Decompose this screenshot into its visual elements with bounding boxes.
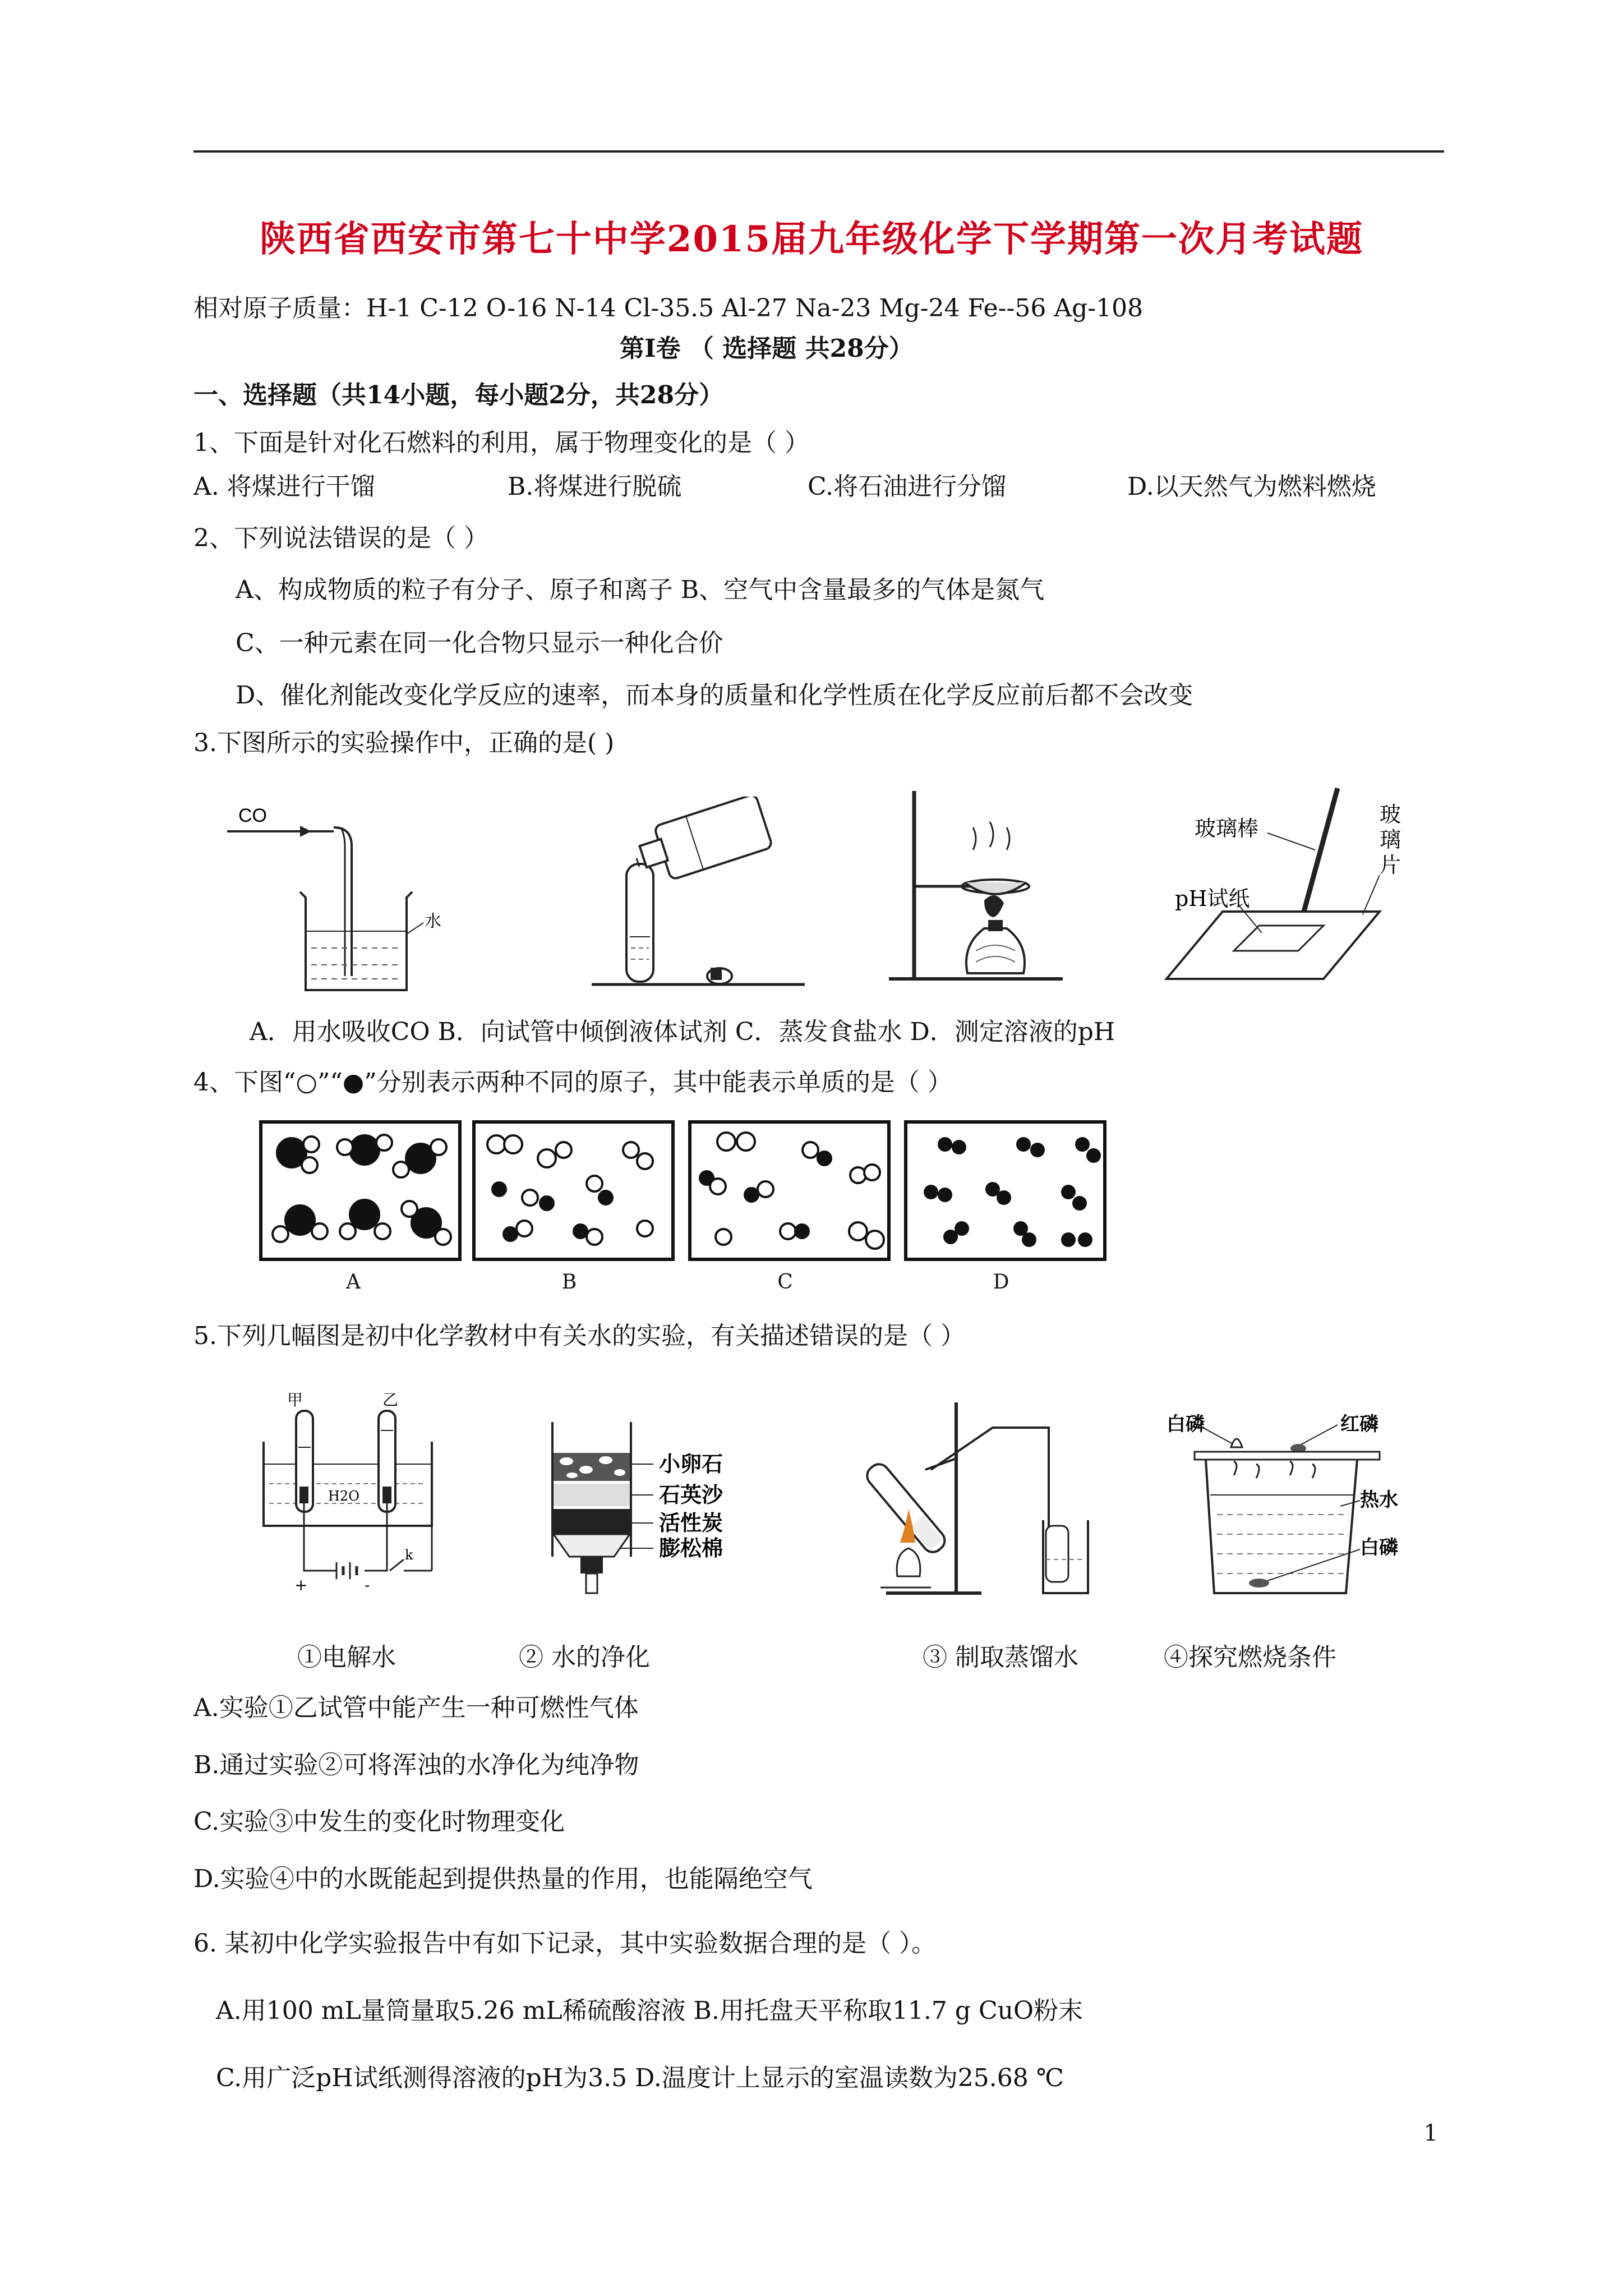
- pebble-label: 小卵石: [659, 1451, 723, 1476]
- cotton-label: 膨松棉: [659, 1535, 723, 1561]
- white-p-label: 白磷: [1166, 1413, 1205, 1435]
- q1-option-d: D.以天然气为燃料燃烧: [1127, 472, 1376, 501]
- k-label: k: [405, 1547, 413, 1563]
- hot-water-label: 热水: [1360, 1489, 1398, 1511]
- q1-option-b: B.将煤进行脱硫: [508, 472, 682, 501]
- q5-option-b: B.通过实验②可将浑浊的水净化为纯净物: [193, 1751, 639, 1779]
- section-heading: 一、选择题（共14小题，每小题2分，共28分）: [193, 381, 724, 409]
- q2-line-ab: A、构成物质的粒子有分子、原子和离子 B、空气中含量最多的气体是氮气: [236, 576, 1045, 604]
- q2-line-c: C、一种元素在同一化合物只显示一种化合价: [236, 629, 723, 657]
- figure-molecule-boxes: [258, 1119, 1122, 1262]
- figure-co-absorption: [222, 797, 457, 999]
- glass-label-3: 片: [1380, 853, 1401, 877]
- figure-evaporation: [883, 783, 1068, 999]
- volume-header: 第Ⅰ卷 （ 选择题 共28分）: [620, 334, 914, 363]
- page-title: 陕西省西安市第七十中学2015届九年级化学下学期第一次月考试题: [259, 218, 1364, 260]
- q5-stem: 5.下列几幅图是初中化学教材中有关水的实验，有关描述错误的是（ ）: [193, 1322, 965, 1350]
- q5-option-c: C.实验③中发生的变化时物理变化: [193, 1807, 565, 1836]
- option-c-label: C: [777, 1271, 793, 1294]
- h2o-label: H2O: [328, 1488, 359, 1504]
- minus-label: -: [365, 1576, 370, 1594]
- q2-stem: 2、下列说法错误的是（ ）: [193, 524, 488, 553]
- figure-distillation: [864, 1391, 1116, 1610]
- q3-captions: A．用水吸收CO B．向试管中倾倒液体试剂 C．蒸发食盐水 D．测定溶液的pH: [250, 1018, 1115, 1046]
- q1-option-a: A. 将煤进行干馏: [193, 472, 375, 501]
- q2-line-d: D、催化剂能改变化学反应的速率，而本身的质量和化学性质在化学反应前后都不会改变: [236, 681, 1193, 710]
- page-number: 1: [1423, 2120, 1438, 2146]
- co-label: CO: [238, 805, 267, 826]
- yi-label: 乙: [382, 1391, 399, 1409]
- q1-option-c: C.将石油进行分馏: [808, 472, 1007, 501]
- white-p-bottom-label: 白磷: [1360, 1536, 1398, 1559]
- q5-caption-1: ①电解水: [297, 1643, 396, 1672]
- figure-pour-liquid: [586, 797, 810, 999]
- q1-stem: 1、下面是针对化石燃料的利用，属于物理变化的是（ ）: [193, 429, 809, 457]
- q5-option-d: D.实验④中的水既能起到提供热量的作用，也能隔绝空气: [193, 1865, 813, 1893]
- jia-label: 甲: [287, 1391, 303, 1409]
- q6-line-cd: C.用广泛pH试纸测得溶液的pH为3.5 D.温度计上显示的室温读数为25.68 ℃: [216, 2064, 1064, 2092]
- option-b-label: B: [561, 1271, 577, 1294]
- q5-option-a: A.实验①乙试管中能产生一种可燃性气体: [193, 1694, 639, 1722]
- glass-label-1: 玻: [1380, 802, 1401, 827]
- figure-ph-test: [1155, 783, 1413, 1001]
- plus-label: +: [294, 1576, 308, 1594]
- option-d-label: D: [993, 1271, 1009, 1294]
- figure-water-purifier: [547, 1422, 782, 1607]
- atomic-mass-line: 相对原子质量：H-1 C-12 O-16 N-14 Cl-35.5 Al-27 Na-23 Mg-24 Fe--56 Ag-108: [193, 294, 1144, 323]
- header-rule: [193, 150, 1444, 153]
- carbon-label: 活性炭: [659, 1510, 723, 1535]
- rod-label: 玻璃棒: [1195, 816, 1259, 841]
- figure-electrolysis: [252, 1386, 443, 1599]
- q6-stem: 6. 某初中化学实验报告中有如下记录，其中实验数据合理的是（ ）。: [193, 1929, 936, 1958]
- ph-paper-label: pH试纸: [1175, 886, 1250, 911]
- q5-caption-2: ② 水的净化: [519, 1643, 650, 1672]
- q5-caption-3: ③ 制取蒸馏水: [923, 1643, 1078, 1672]
- q4-stem: 4、下图“○”“●”分别表示两种不同的原子，其中能表示单质的是（ ）: [193, 1068, 952, 1097]
- red-p-label: 红磷: [1340, 1413, 1378, 1435]
- option-a-label: A: [346, 1271, 361, 1294]
- q6-line-ab: A.用100 mL量筒量取5.26 mL稀硫酸溶液 B.用托盘天平称取11.7 g CuO粉末: [216, 1996, 1083, 2025]
- glass-label-2: 璃: [1380, 827, 1401, 852]
- water-label: 水: [425, 912, 441, 931]
- q3-stem: 3.下图所示的实验操作中，正确的是( ): [193, 729, 615, 757]
- q5-caption-4: ④探究燃烧条件: [1164, 1643, 1336, 1672]
- figure-combustion: [1161, 1402, 1413, 1616]
- sand-label: 石英沙: [659, 1482, 723, 1507]
